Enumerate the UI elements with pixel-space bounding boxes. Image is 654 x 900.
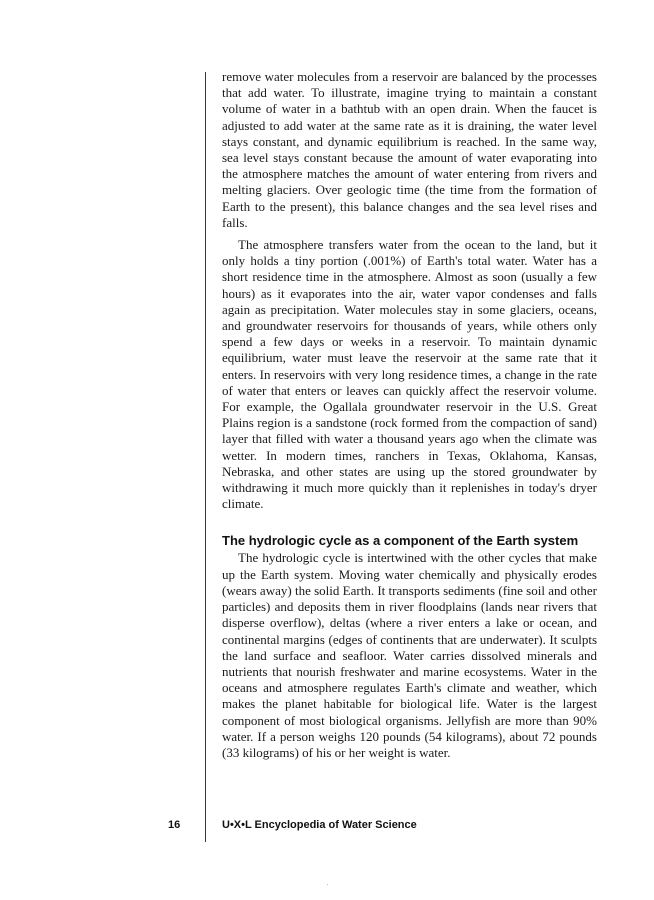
page-number: 16 [168, 819, 181, 831]
section-heading: The hydrologic cycle as a component of the Earth system [222, 533, 579, 549]
footer-book-title: U•X•L Encyclopedia of Water Science [222, 819, 417, 831]
margin-rule [205, 72, 206, 842]
paragraph-hydrologic-cycle: The hydrologic cycle is intertwined with the other cycles that make up the Earth system. Moving water chemically and physically erodes (wears away) the solid Earth. It transports sediments (fine soil and other particles) and deposits them in river floodplains (lands near rivers that disperse overflow), deltas (where a river enters a lake or ocean, and continental margins (edges of continents that are underwater). It sculpts the land surface and seafloor. Water carries dissolved minerals and nutrients that nourish freshwater and marine ecosystems. Water in the oceans and atmosphere regulates Earth's climate and weather, which makes the planet habitable for biological life. Water is the largest component of most biological organisms. Jellyfish are more than 90% water. If a person weighs 120 pounds (54 kilograms), about 72 pounds (33 kilograms) of his or her weight is water. [222, 550, 597, 760]
paragraph-continued: remove water molecules from a reservoir are balanced by the processes that add water. To illustrate, imagine trying to maintain a constant volume of water in a bathtub with an open drain. When the faucet is adjusted to add water at the same rate as it is draining, the water level stays constant, and dynamic equilibrium is reached. In the same way, sea level stays constant because the amount of water evaporating into the atmosphere matches the amount of water entering from rivers and melting glaciers. Over geologic time (the time from the formation of Earth to the present), this balance changes and the sea level rises and falls. [222, 69, 597, 230]
scan-speck [327, 884, 328, 885]
main-text [222, 69, 597, 761]
paragraph-atmosphere: The atmosphere transfers water from the ocean to the land, but it only holds a tiny portion (.001%) of Earth's total water. Water has a short residence time in the atmosphere. Almost as soon (usually a few hours) as it evaporates into the air, water vapor condenses and falls again as precipitation. Water molecules stay in some glaciers, oceans, and groundwater reservoirs for thousands of years, while others only spend a few days or weeks in a reservoir. To maintain dynamic equilibrium, water must leave the reservoir at the same rate that it enters. In reservoirs with very long residence times, a change in the rate of water that enters or leaves can quickly affect the reservoir volume. For example, the Ogallala groundwater reservoir in the U.S. Great Plains region is a sandstone (rock formed from the compaction of sand) layer that filled with water a thousand years ago when the climate was wetter. In modern times, ranchers in Texas, Oklahoma, Kansas, Nebraska, and other states are using up the stored groundwater by withdrawing it much more quickly than it replenishes in today's dryer climate. [222, 237, 597, 512]
